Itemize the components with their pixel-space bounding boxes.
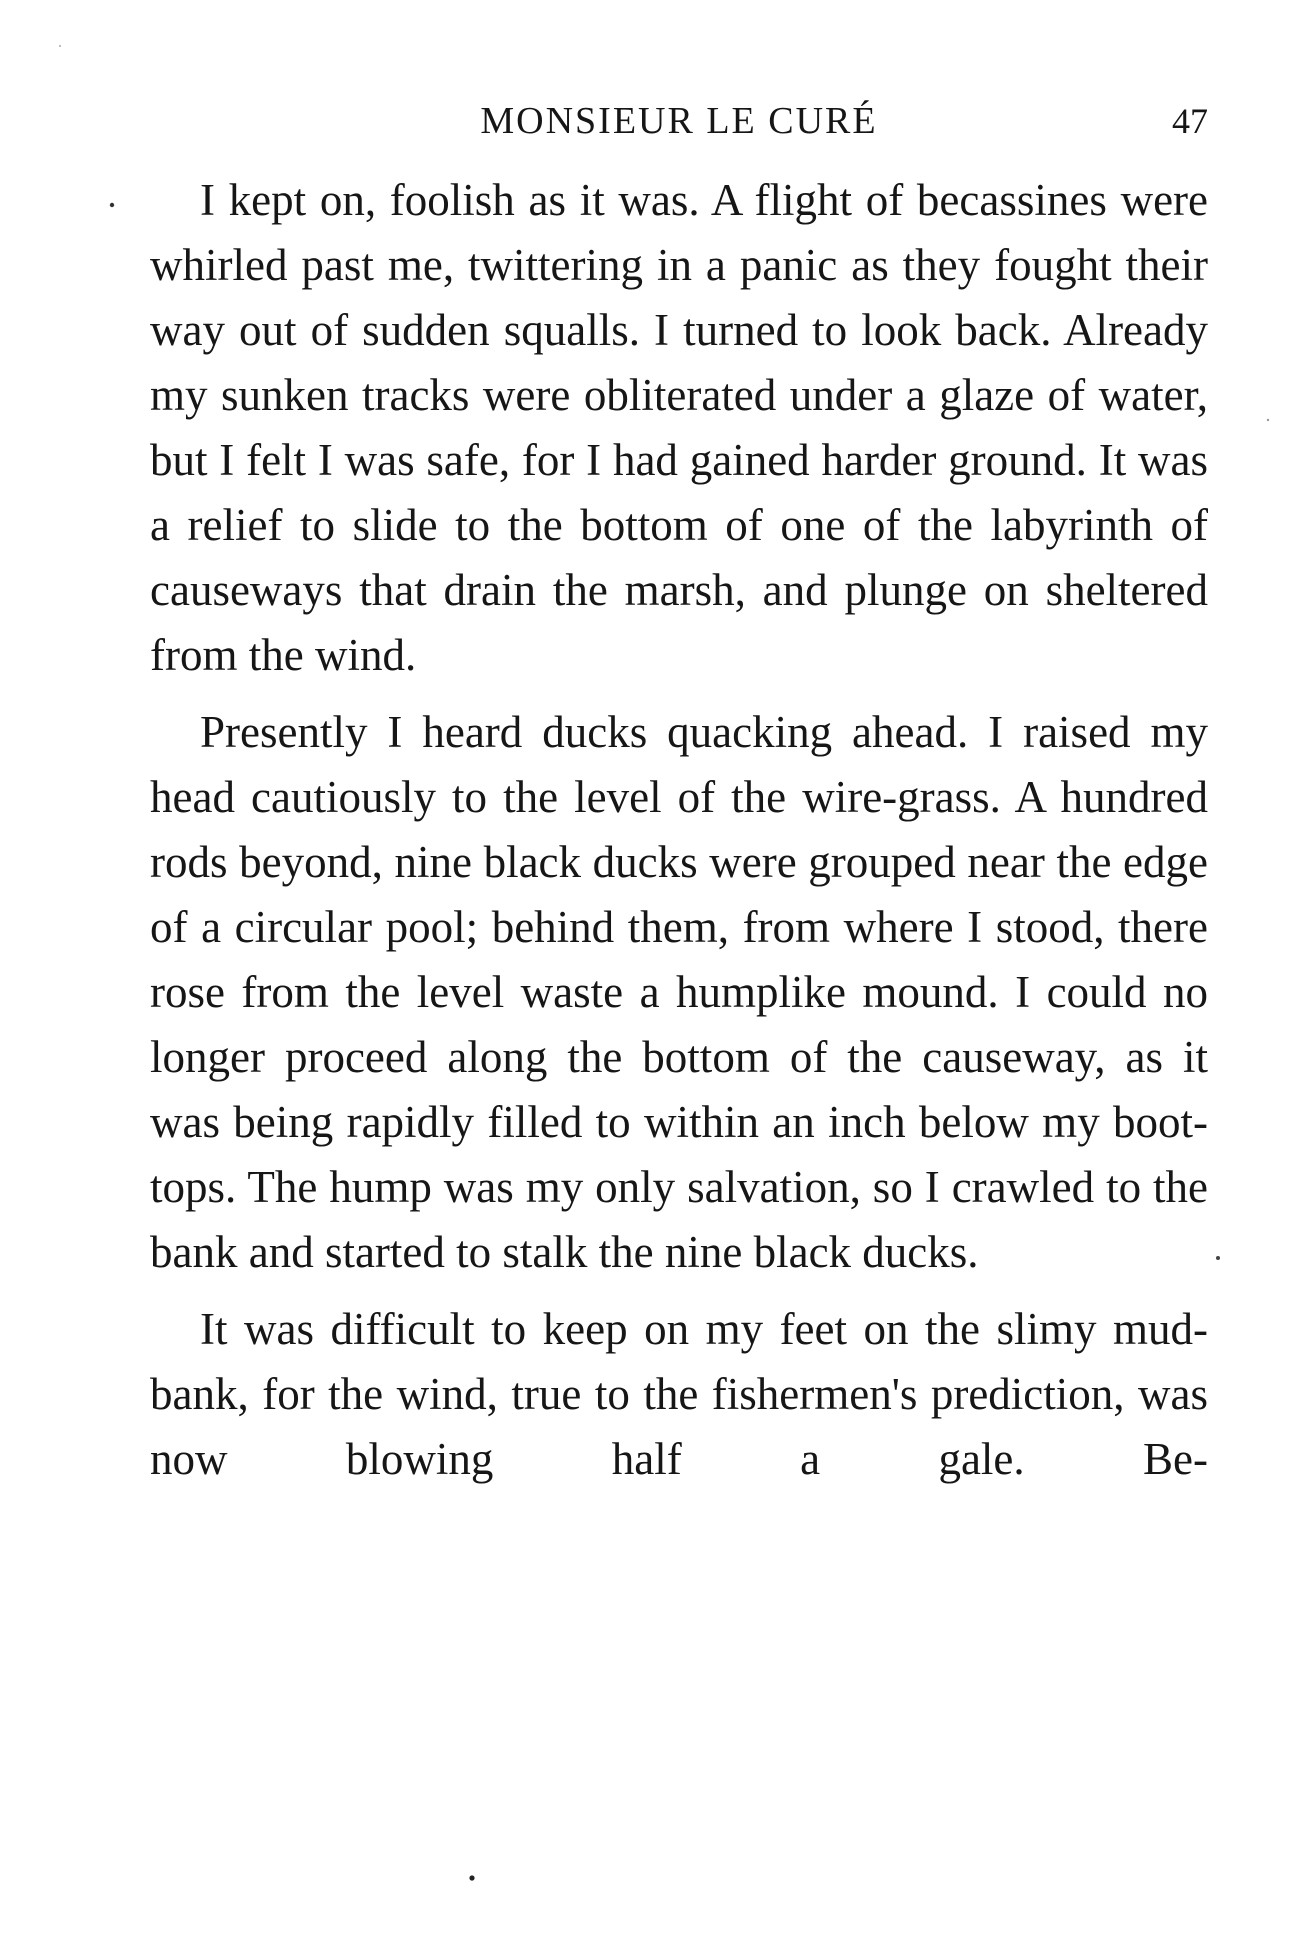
paragraph-3: It was difficult to keep on my feet on the slimy mud-bank, for the wind, true to the fishermen's prediction, was now blowing half a gale. Be- [150,1304,1208,1484]
page-number: 47 [1172,101,1208,141]
ink-speck [1267,419,1269,421]
ink-speck [1216,1256,1220,1260]
ink-speck [59,45,61,47]
running-title: MONSIEUR LE CURÉ [480,100,878,142]
paragraph-2: Presently I heard ducks quacking ahead. I raised my head cautiously to the level of the wire-grass. A hundred rods beyond, nine black ducks were grouped near the edge of a circular pool; behind them, from where I stood, there rose from the level waste a humplike mound. I could no longer proceed along the bottom of the causeway, as it was being rapidly filled to within an inch below my boot-tops. The hump was my only salvation, so I crawled to the bank and started to stalk the nine black ducks. [150,707,1208,1277]
ink-speck [469,1875,474,1880]
ink-speck [110,203,114,207]
paragraph-1: I kept on, foolish as it was. A flight of becassines were whirled past me, twittering in a panic as they fought their way out of sudden squalls. I turned to look back. Already my sunken tracks were obliterated under a glaze of water, but I felt I was safe, for I had gained harder ground. It was a relief to slide to the bottom of one of the labyrinth of causeways that drain the marsh, and plunge on sheltered from the wind. [150,175,1208,680]
